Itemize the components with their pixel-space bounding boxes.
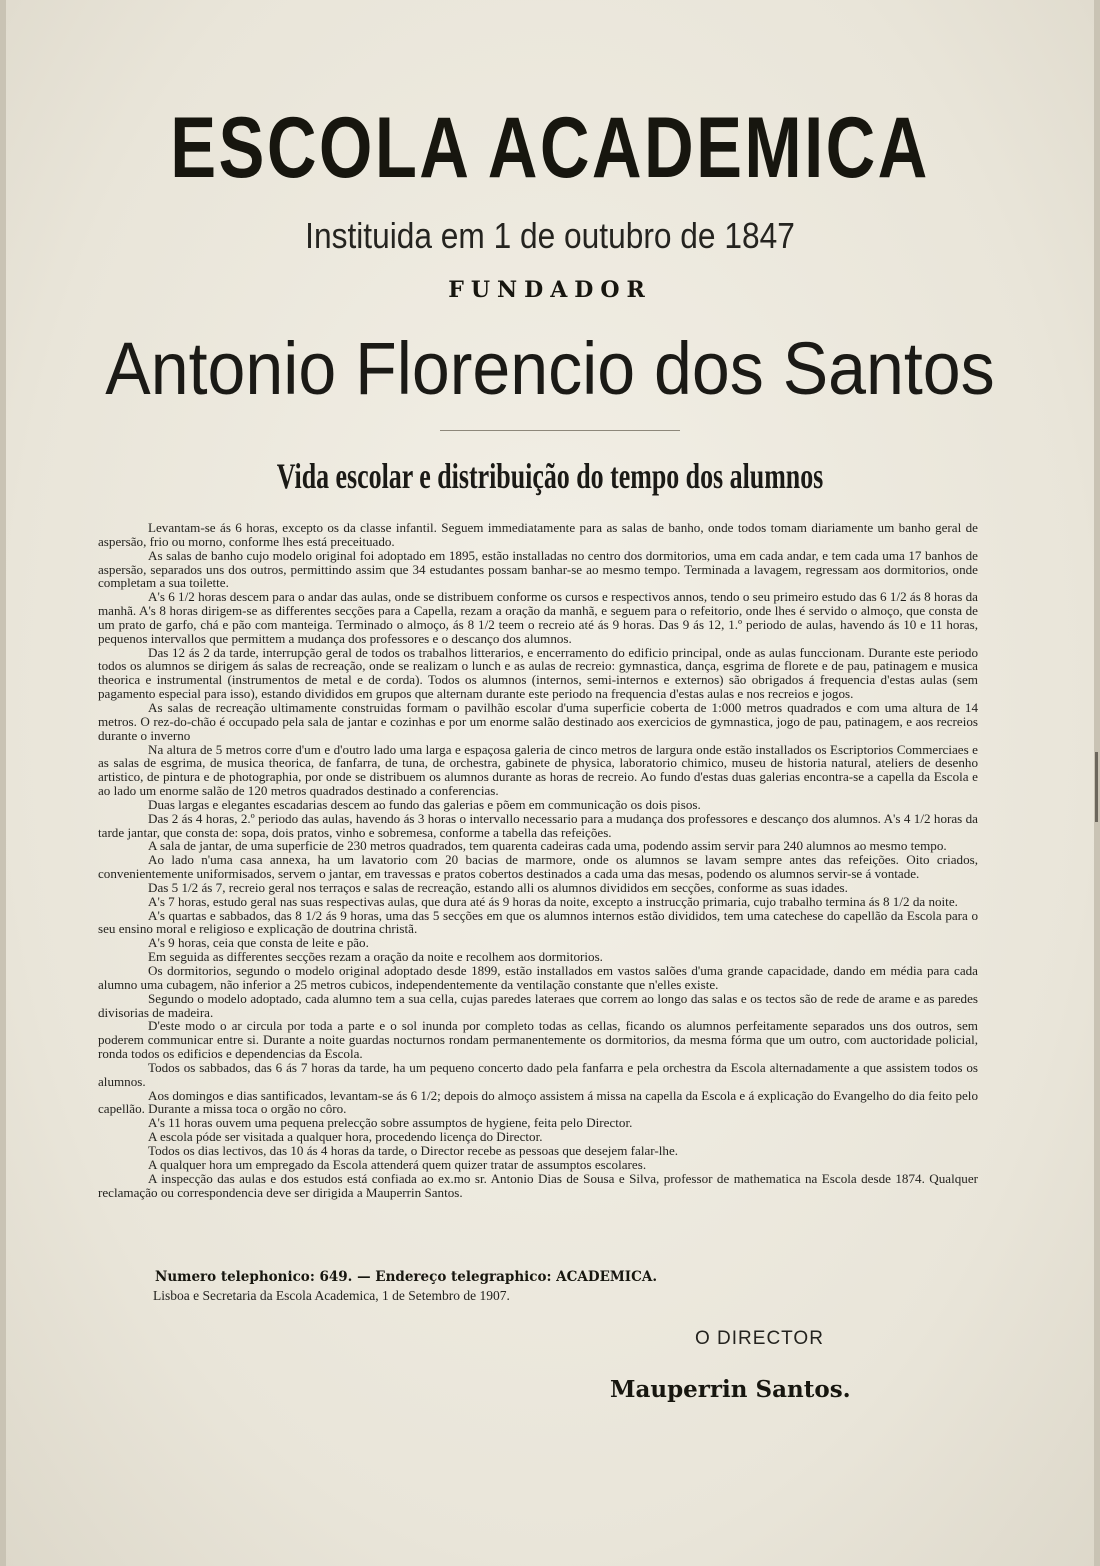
paragraph: Levantam-se ás 6 horas, excepto os da classe infantil. Seguem immediatamente para as salas de banho, onde todos tomam diariamente um banho geral de aspersão, frio ou morno, conforme lhes está preceituado. bbox=[98, 520, 978, 549]
paragraph: A inspecção das aulas e dos estudos está confiada ao ex.mo sr. Antonio Dias de Sousa e Silva, professor de mathematica na Escola desde 1874. Qualquer reclamação ou correspondencia deve ser dirigida a Mauperrin Santos. bbox=[98, 1170, 978, 1200]
director-title: O DIRECTOR bbox=[695, 1328, 824, 1349]
paragraph: Ao lado n'uma casa annexa, ha um lavatorio com 20 bacias de marmore, onde os alumnos se lavam sempre antes das refeições. Oito criados, convenientemente uniformisados, servem o jantar, em travessas e pratos cobertos destinados a cada uma das mesas, podendo os alumnos servir-se á vontade. bbox=[98, 852, 978, 882]
paragraph: A's 7 horas, estudo geral nas suas respectivas aulas, que dura até ás 9 horas da noite, excepto a instrucção primaria, cujo trabalho termina ás 8 1/2 da noite. bbox=[148, 893, 958, 909]
page-left-edge bbox=[0, 0, 6, 1566]
section-title: Vida escolar e distribuição do tempo dos alumnos bbox=[276, 456, 824, 496]
paragraph: As salas de recreação ultimamente construidas formam o pavilhão escolar d'uma superficie coberta de 1:000 metros quadrados e com uma altura de 14 metros. O rez-do-chão é occupado pela sala de jantar e cozinhas e por um enorme salão destinado aos exercicios de gymnastica, jogo de pau, patinagem, e aos recreios durante o inverno bbox=[98, 699, 978, 743]
paragraph: As salas de banho cujo modelo original foi adoptado em 1895, estão installadas no centro dos dormitorios, uma em cada andar, e tem cada uma 17 banhos de aspersão, separados uns dos outros, permittindo assim que 34 estudantes possam banhar-se ao mesmo tempo. Terminada a lavagem, regressam aos dormitorios, onde completam a sua toilette. bbox=[98, 547, 978, 591]
binding-mark bbox=[1095, 752, 1098, 822]
paragraph: A's quartas e sabbados, das 8 1/2 ás 9 horas, uma das 5 secções em que os alumnos internos estão divididos, tem uma catechese do capellão da Escola para o seu ensino moral e religioso e explicação de doutrina christã. bbox=[98, 907, 978, 937]
director-signature-name: Mauperrin Santos. bbox=[610, 1376, 851, 1403]
document-title: ESCOLA ACADEMICA bbox=[170, 100, 930, 196]
paragraph: A's 11 horas ouvem uma pequena prelecção sobre assumptos de hygiene, feita pelo Director. bbox=[148, 1115, 633, 1131]
paragraph: Os dormitorios, segundo o modelo original adoptado desde 1899, estão installados em vastos salões d'uma grande capacidade, dando em média para cada alumno uma cubagem, não inferior a 25 metros cubicos, independentemente da ventilação constante que n'elles existe. bbox=[98, 963, 978, 992]
paragraph: Todos os sabbados, das 6 ás 7 horas da tarde, ha um pequeno concerto dado pela fanfarra e pela orchestra da Escola alternadamente a que assistem todos os alumnos. bbox=[98, 1059, 978, 1089]
paragraph: Das 2 ás 4 horas, 2.º periodo das aulas, havendo ás 3 horas o intervallo necessario para a mudança dos professores e descanço dos alumnos. A's 4 1/2 horas da tarde jantar, que consta de: sopa, dois pratos, vinho e sobremesa, conforme a tabella das refeições. bbox=[98, 810, 978, 840]
place-date-line: Lisboa e Secretaria da Escola Academica, 1 de Setembro de 1907. bbox=[153, 1288, 510, 1303]
paragraph: Das 5 1/2 ás 7, recreio geral nos terraços e salas de recreação, estando alli os alumnos divididos em secções, conforme as suas idades. bbox=[148, 879, 848, 895]
paragraph: Em seguida as differentes secções rezam a oração da noite e recolhem aos dormitorios. bbox=[148, 949, 603, 965]
paragraph: A sala de jantar, de uma superficie de 230 metros quadrados, tem quarenta cadeiras cada uma, podendo assim servir para 240 alumnos ao mesmo tempo. bbox=[148, 838, 947, 854]
paragraph: A's 9 horas, ceia que consta de leite e pão. bbox=[148, 935, 369, 951]
founding-date: Instituida em 1 de outubro de 1847 bbox=[305, 215, 795, 256]
paragraph: Duas largas e elegantes escadarias descem ao fundo das galerias e põem em communicação os dois pisos. bbox=[148, 796, 701, 812]
founder-label: FUNDADOR bbox=[448, 277, 652, 303]
paragraph: Das 12 ás 2 da tarde, interrupção geral de todos os trabalhos litterarios, e encerramento do edificio principal, onde as aulas funccionam. Durante este periodo todos os alumnos se dirigem ás salas de recreação, onde se realizam o lunch e as aulas de recreio: gymnastica, dança, esgrima de florete e de pau, patinagem e musica theorica e instrumental (instrumentos de metal e de corda). Todos os alumnos (internos, semi-internos e externos) são obrigados á frequencia d'estas aulas (sem pagamento especial para isso), estando divididos em grupos que alternam durante este periodo na frequencia d'estas aulas e nos recreios e jogos. bbox=[98, 644, 978, 702]
paragraph: A qualquer hora um empregado da Escola attenderá quem quizer tratar de assumptos escolares. bbox=[148, 1156, 647, 1172]
paragraph: D'este modo o ar circula por toda a parte e o sol inunda por completo todas as cellas, ficando os alumnos perfeitamente separados uns dos outros, sem poderem communicar entre si. Durante a noite guardas nocturnos rondam permanentemente os dormitorios, da mesma fórma que um outro, com auctoridade policial, ronda todos os edificios e dependencias da Escola. bbox=[98, 1018, 978, 1062]
section-divider bbox=[440, 430, 680, 431]
paragraph: Todos os dias lectivos, das 10 ás 4 horas da tarde, o Director recebe as pessoas que desejem falar-lhe. bbox=[148, 1142, 679, 1158]
paragraph: Segundo o modelo adoptado, cada alumno tem a sua cella, cujas paredes lateraes que correm ao longo das salas e os tectos são de rede de arame e as paredes divisorias de madeira. bbox=[98, 990, 978, 1020]
paragraph: Na altura de 5 metros corre d'um e d'outro lado uma larga e espaçosa galeria de cinco metros de largura onde estão installados os Escriptorios Commerciaes e as salas de esgrima, de musica theorica, de fanfarra, de tuna, de orchestra, gabinete de physica, laboratorio chimico, museu de historia natural, ateliers de desenho artistico, de pintura e de photographia, por onde se distribuem os alumnos durante as horas de recreio. Ao fundo d'estas duas galerias encontra-se a capella da Escola e ao lado um enorme salão de 120 metros quadrados destinado a conferencias. bbox=[98, 741, 978, 799]
contact-line: Numero telephonico: 649. — Endereço telegraphico: ACADEMICA. bbox=[155, 1269, 658, 1285]
founder-name: Antonio Florencio dos Santos bbox=[105, 327, 995, 410]
paragraph: A's 6 1/2 horas descem para o andar das aulas, onde se distribuem conforme os cursos e respectivos annos, tendo o seu primeiro estudo das 6 1/2 ás 8 horas da manhã. A's 8 horas dirigem-se as differentes secções para a Capella, rezam a oração da manhã, e seguem para o refeitorio, onde lhes é servido o almoço, que consta de um prato de garfo, chá e pão com manteiga. Terminado o almoço, ás 8 1/2 teem o recreio até ás 9 horas. Das 9 ás 12, 1.º periodo de aulas, havendo ás 10 e 11 horas, pequenos intervallos que permittem a mudança dos professores e o descanço dos alumnos. bbox=[98, 589, 978, 646]
paragraph: A escola póde ser visitada a qualquer hora, procedendo licença do Director. bbox=[148, 1129, 543, 1145]
paragraph: Aos domingos e dias santificados, levantam-se ás 6 1/2; depois do almoço assistem á missa na capella da Escola e á explicação do Evangelho do dia feito pelo capellão. Durante a missa toca o orgão no côro. bbox=[98, 1087, 978, 1117]
body-text bbox=[98, 521, 978, 1199]
